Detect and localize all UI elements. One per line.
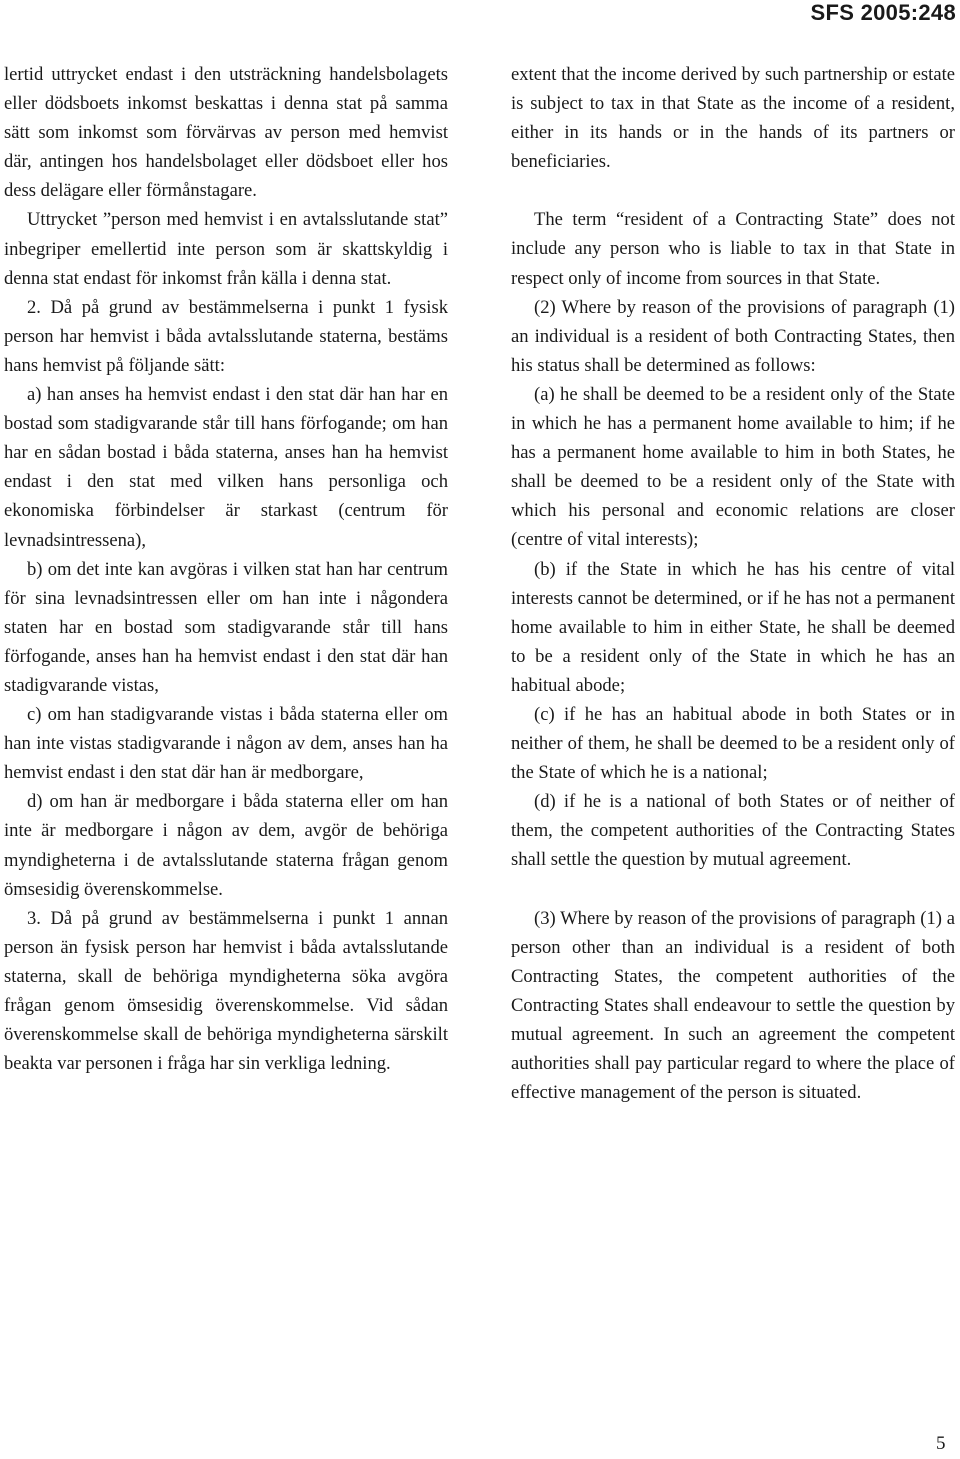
- swedish-paragraph-a: a) han anses ha hemvist endast i den stat där han har en bostad som stadigvarande står till hans förfogande; om han har en sådan bostad i båda staterna, anses han ha hemvist endast i den stat med vilken hans personliga och ekonomiska förbindelser är starkast (centrum för levnadsintressena),: [4, 384, 448, 551]
- english-paragraph-a: (a) he shall be deemed to be a resident only of the State in which he has a permanent home available to him; if he has a permanent home available to him in both States, he shall be deemed to be a resident only of the State with which his personal and economic relations are closer (centre of vital interests);: [511, 383, 955, 551]
- swedish-paragraph-3-punkt: 3. Då på grund av bestämmelserna i punkt 1 annan person än fysisk person har hemvist i båda avtalsslutande staterna, skall de behöriga myndigheterna söka avgöra frågan genom ömsesidig överenskommelse. Vid sådan överenskommelse skall de behöriga myndigheterna särskilt beakta var personen i fråga har sin verkliga ledning.: [4, 907, 448, 1075]
- swedish-paragraph-d: d) om han är medborgare i båda staterna eller om han inte är medborgare i någon av dem, avgör de behöriga myndigheterna i de avtalsslutande staterna frågan genom ömsesidig överenskommelse.: [4, 791, 448, 900]
- document-reference: SFS 2005:248: [810, 0, 956, 25]
- english-paragraph-3-punkt: (3) Where by reason of the provisions of paragraph (1) a person other than an individual is a resident of both Contracting States, the competent authorities of the Contracting States shall endeavour to settle the question by mutual agreement. In such an agreement the competent authorities shall pay particular regard to where the place of effective management of the person is situated.: [511, 907, 955, 1104]
- english-paragraph-d: (d) if he is a national of both States or of neither of them, the competent authorities of the Contracting States shall settle the question by mutual agreement.: [511, 791, 955, 871]
- english-paragraph-b: (b) if the State in which he has his centre of vital interests cannot be determined, or if he has not a permanent home available to him in either State, he shall be deemed to be a resident only of the State in which he has an habitual abode;: [511, 558, 955, 696]
- swedish-paragraph-3: 2. Då på grund av bestämmelserna i punkt 1 fysisk person har hemvist i båda avtalsslutande staterna, bestäms hans hemvist på följande sätt:: [4, 296, 448, 376]
- english-paragraph-1: extent that the income derived by such partnership or estate is subject to tax in that State as the income of a resident, either in its hands or in the hands of its partners or beneficiaries.: [511, 64, 955, 173]
- swedish-column: [4, 60, 448, 1078]
- swedish-paragraph-1: lertid uttrycket endast i den utsträckning handelsbolagets eller dödsboets inkomst beskattas i denna stat på samma sätt som inkomst som förvärvas av person med hemvist där, antingen hos handelsbolaget eller dödsboet eller hos dess delägare eller förmånstagare.: [4, 64, 448, 202]
- english-column: [511, 60, 955, 1107]
- english-paragraph-2: The term “resident of a Contracting State” does not include any person who is liable to tax in that State in respect only of income from sources in that State.: [511, 209, 955, 289]
- page-number: 5: [936, 1433, 946, 1454]
- english-paragraph-c: (c) if he has an habitual abode in both States or in neither of them, he shall be deemed to be a resident only of the State of which he is a national;: [511, 703, 955, 784]
- swedish-paragraph-c: c) om han stadigvarande vistas i båda staterna eller om han inte vistas stadigvarande i någon av dem, anses han ha hemvist endast i den stat där han är medborgare,: [4, 704, 448, 784]
- english-paragraph-3: (2) Where by reason of the provisions of paragraph (1) an individual is a resident of both Contracting States, then his status shall be determined as follows:: [511, 296, 955, 376]
- swedish-paragraph-2: Uttrycket ”person med hemvist i en avtalsslutande stat” inbegriper emellertid inte person som är skattskyldig i denna stat endast för inkomst från källa i denna stat.: [4, 209, 448, 289]
- swedish-paragraph-b: b) om det inte kan avgöras i vilken stat han har centrum för sina levnadsintressen eller om han inte i någondera staten har en bostad som stadigvarande står till hans förfogande, anses han ha hemvist endast i den stat där han stadigvarande vistas,: [4, 558, 448, 696]
